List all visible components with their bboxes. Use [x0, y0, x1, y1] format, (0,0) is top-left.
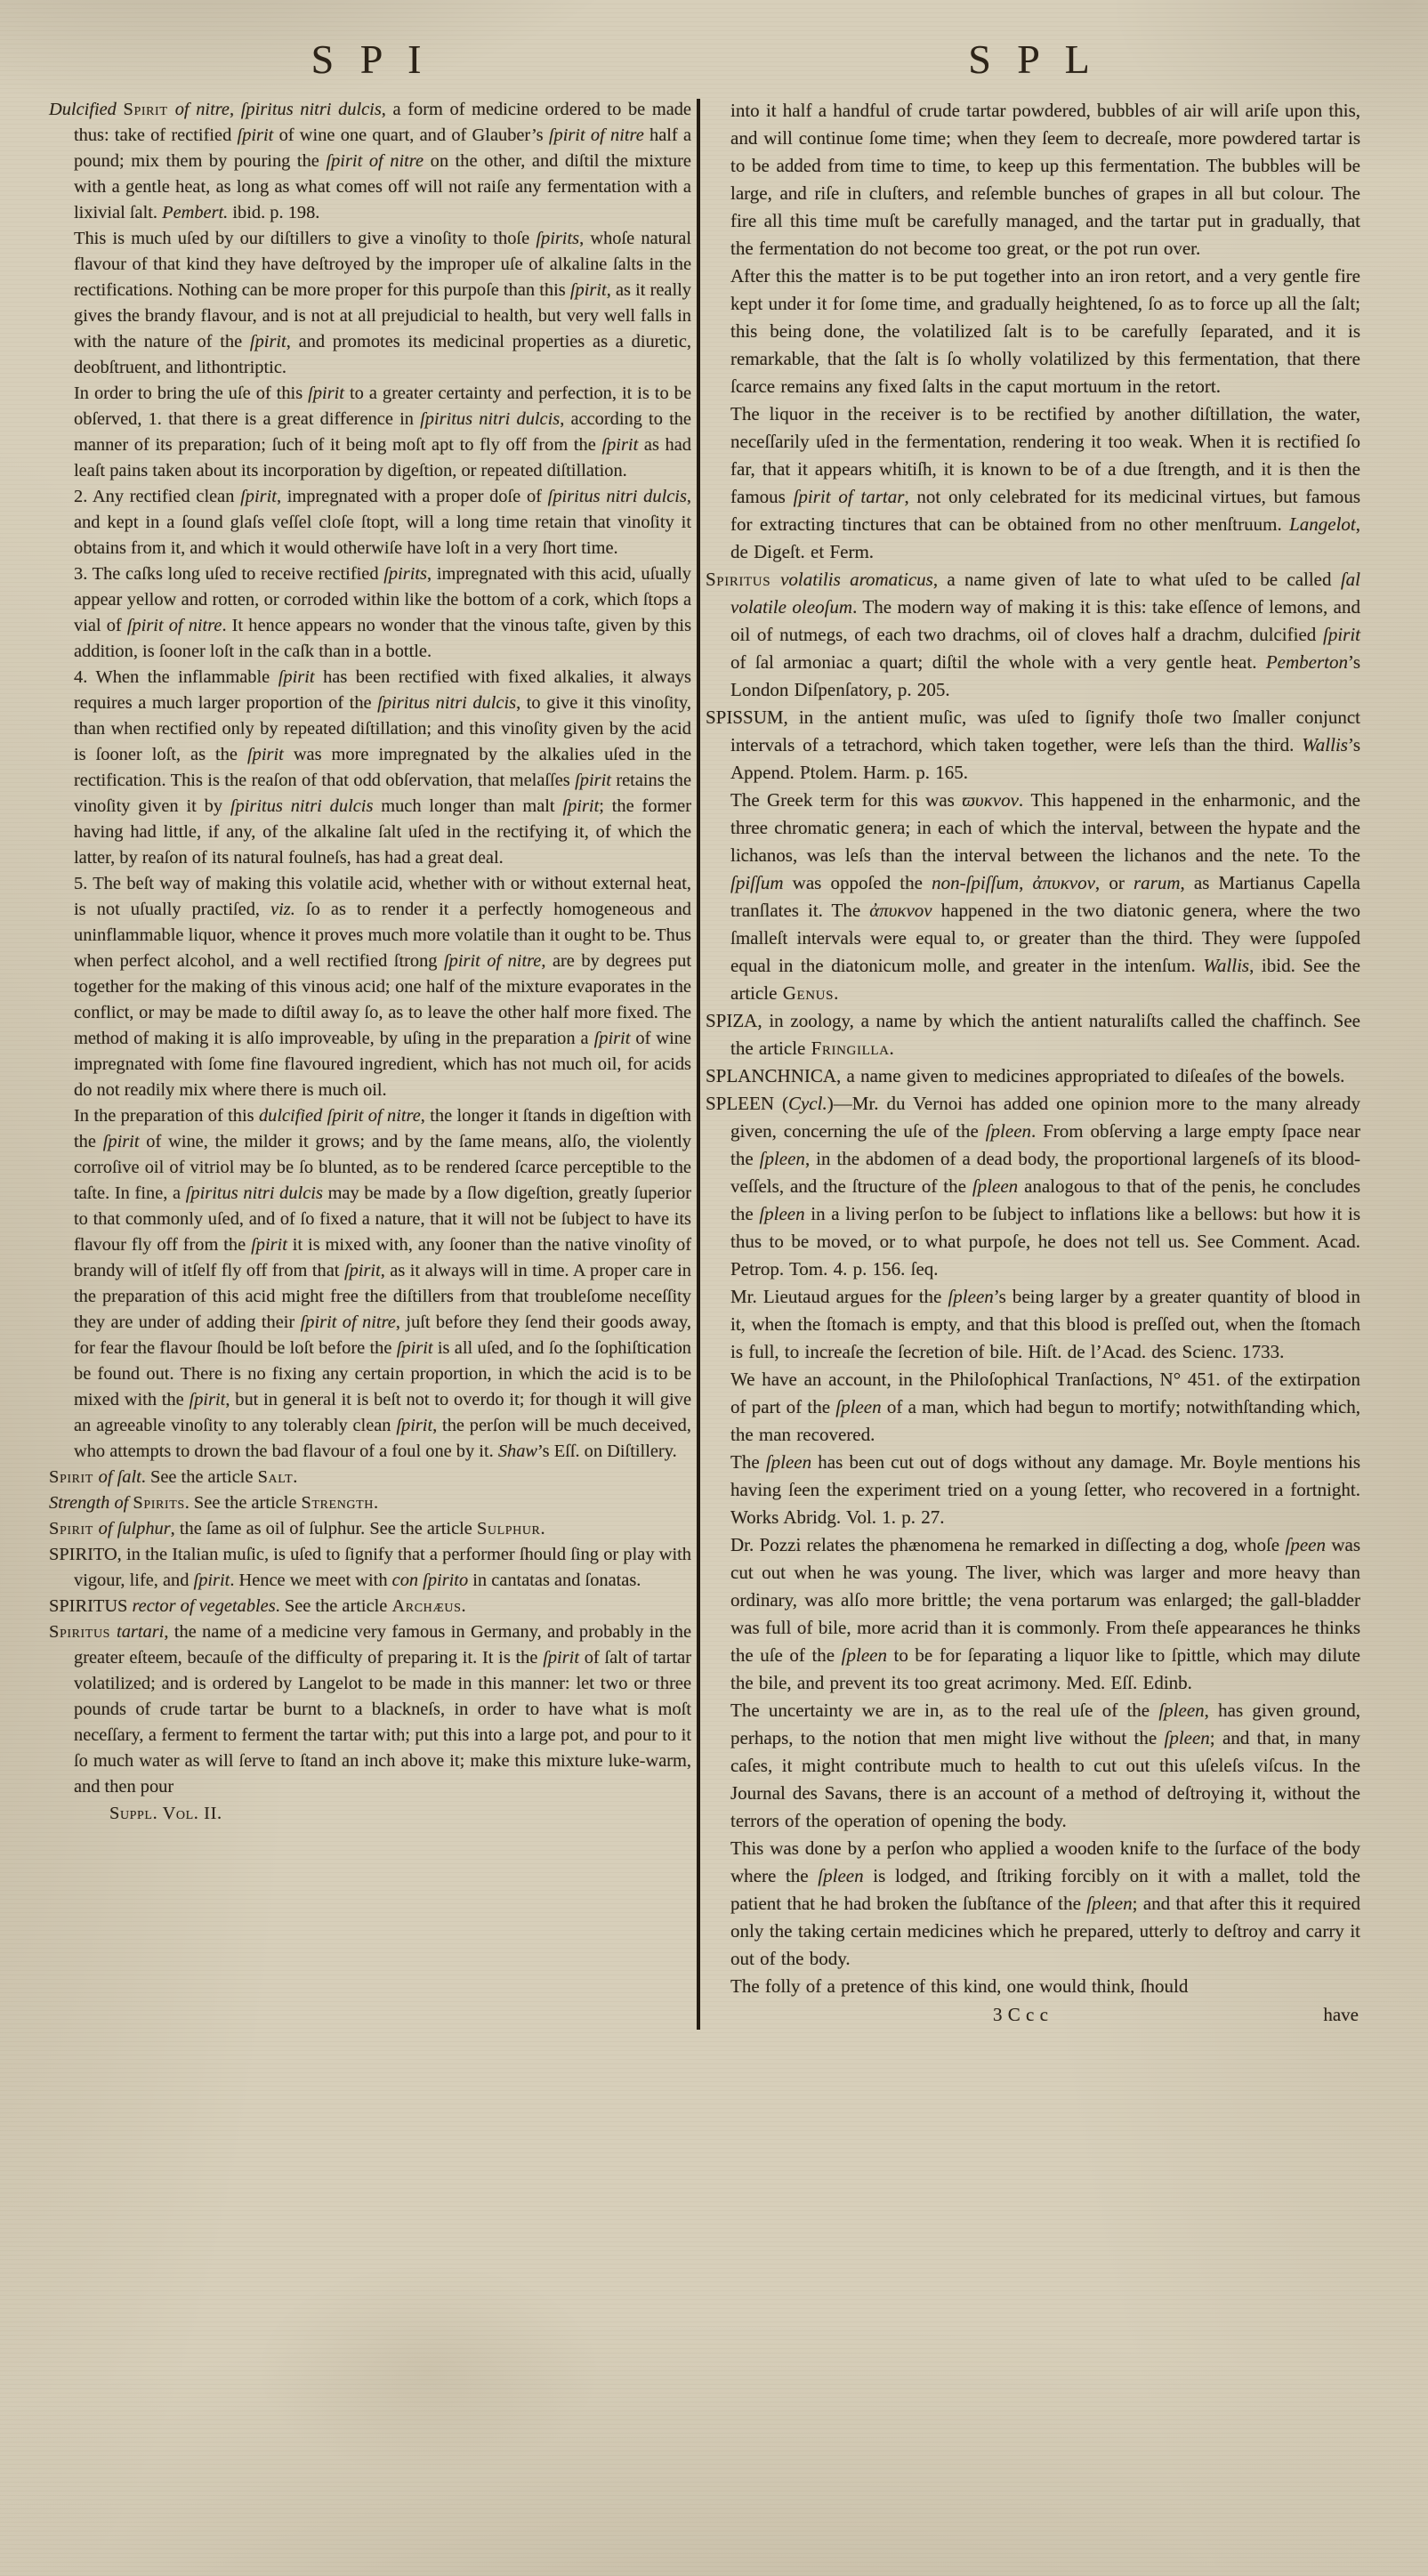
body-paragraph: This is much uſed by our diſtillers to give a vinoſity to thoſe ſpirits, whoſe natural flavour of that kind they have deſtroyed by the improper uſe of alkaline ſalts in the rectifications. Nothing can be more proper for this purpoſe than this ſpirit, as it really gives the brandy flavour, and is not at all prejudicial to health, but very well falls in with the nature of the ſpirit, and promotes its medicinal properties as a diuretic, deobſtruent, and lithontriptic. — [74, 229, 691, 377]
entry-paragraph: SPLEEN (Cycl.)—Mr. du Vernoi has added one opinion more to the many already given, concerning the uſe of the ſpleen. From obſerving a large empty ſpace near the ſpleen, in the abdomen of a dead body, the proportional largeneſs of its blood-veſſels, and the ſtructure of the ſpleen analogous to that of the penis, he concludes the ſpleen in a living perſon to be ſubject to inflations like a bellows: but how it is thus to be moved, or to what purpoſe, he does not tell us. See Comment. Acad. Petrop. Tom. 4. p. 156. ſeq. — [706, 1093, 1361, 1280]
entry-paragraph: SPLANCHNICA, a name given to medicines appropriated to diſeaſes of the bowels. — [706, 1065, 1345, 1086]
body-paragraph: In order to bring the uſe of this ſpirit to a greater certainty and perfection, it is to be obſerved, 1. that there is a great difference in ſpiritus nitri dulcis, according to the manner of its preparation; ſuch of it being moſt apt to fly off from the ſpirit as had leaſt pains taken about its incorporation by digeſtion, or repeated diſtillation. — [74, 384, 692, 480]
entry-paragraph: Dulcified Spirit of nitre, ſpiritus nitri dulcis, a form of medicine ordered to be made thus: take of rectified ſpirit of wine one quart, and of Glauber’s ſpirit of nitre half a pound; mix them by pouring the ſpirit of nitre on the other, and diſtil the mixture with a gentle heat, as long as what comes off will not raiſe any fermentation with a lixivial ſalt. Pembert. ibid. p. 198. — [49, 100, 691, 222]
body-paragraph: into it half a handful of crude tartar powdered, bubbles of air will ariſe upon this, and will continue ſome time; when they ſeem to decreaſe, more powdered tartar is to be added from time to time, to keep up this fermentation. The bubbles will be large, and riſe in cluſters, and reſemble bunches of grapes in all but colour. The fire all this time muſt be carefully managed, and the tartar put in gradually, that the fermentation do not become too great, or the pot run over. — [730, 100, 1360, 259]
right-column-text — [706, 97, 1360, 2000]
body-paragraph: 2. Any rectified clean ſpirit, impregnated with a proper doſe of ſpiritus nitri dulcis, and kept in a ſound glaſs veſſel cloſe ſtopt, will a long time retain that vinoſity it obtains from it, and which it would otherwiſe have loſt in a very ſhort time. — [74, 487, 691, 558]
body-paragraph: 5. The beſt way of making this volatile acid, whether with or without external heat, is not uſually practiſed, viz. ſo as to render it a perfectly homogeneous and uninflammable liquor, whence it proves much more volatile than it ought to be. Thus when perfect alcohol, and a well rectified ſtrong ſpirit of nitre, are by degrees put together for the making of this vinous acid; one half of the mixture evaporates in the conflict, or may be made to diſtil away ſo, as to leave the other half more fixed. The method of making it is alſo improveable, by uſing in the preparation a ſpirit of wine impregnated with ſome fine flavoured ingredient, which has not much oil, for acids do not readily mix where there is much oil. — [74, 874, 691, 1100]
text-columns — [0, 97, 1428, 2030]
body-paragraph: The folly of a pretence of this kind, one would think, ſhould — [730, 1975, 1189, 1997]
body-paragraph: This was done by a perſon who applied a wooden knife to the ſurface of the body where the ſpleen is lodged, and ſtriking forcibly on it with a mallet, told the patient that he had broken the ſubſtance of the ſpleen; and that after this it required only the taking certain medicines which he prepared, utterly to deſtroy and carry it out of the body. — [730, 1837, 1360, 1969]
body-paragraph: 3. The caſks long uſed to receive rectified ſpirits, impregnated with this acid, uſually appear yellow and rotten, or corroded within like the bottom of a cork, which ſtops a vial of ſpirit of nitre. It hence appears no wonder that the vinous taſte, given by this addition, is ſooner loſt in the caſk than in a bottle. — [74, 564, 692, 661]
right-column — [706, 97, 1360, 2030]
gathering-signature: 3 C c c — [993, 2004, 1048, 2025]
body-paragraph: Mr. Lieutaud argues for the ſpleen’s being larger by a greater quantity of blood in it, when the ſtomach is empty, and that this blood is preſſed out, when the ſtomach is full, to increaſe the ſecretion of bile. Hiſt. de l’Acad. des Scienc. 1733. — [730, 1286, 1361, 1362]
running-head-left: S P I — [311, 36, 430, 82]
body-paragraph: The liquor in the receiver is to be rectified by another diſtillation, the water, neceſſarily uſed in the fermentation, rendering it too weak. When it is rectified ſo far, that it appears whitiſh, it is known to be of a due ſtrength, and it is then the famous ſpirit of tartar, not only celebrated for its medicinal virtues, but famous for extracting tinctures that can be obtained from no other menſtruum. Langelot, de Digeſt. et Ferm. — [730, 403, 1361, 562]
left-column-text — [49, 97, 691, 1800]
body-paragraph: 4. When the inflammable ſpirit has been rectified with fixed alkalies, it always requires a much larger proportion of the ſpiritus nitri dulcis, to give it this vinoſity, than when rectified only by repeated diſtillation; and this vinoſity given by the acid is ſooner loſt, as the ſpirit was more impregnated by the alkalies uſed in the rectification. This is the reaſon of that odd obſervation, that melaſſes ſpirit retains the vinoſity given it by ſpiritus nitri dulcis much longer than malt ſpirit; the former having had little, if any, of the alkaline ſalt uſed in the rectifying it, of which the latter, by reaſon of its natural foulneſs, has had a great deal. — [74, 667, 692, 868]
entry-paragraph: SPIRITO, in the Italian muſic, is uſed to ſignify that a performer ſhould ſing or play with vigour, life, and ſpirit. Hence we meet with con ſpirito in cantatas and ſonatas. — [49, 1545, 691, 1590]
body-paragraph: The ſpleen has been cut out of dogs without any damage. Mr. Boyle mentions his having ſeen the experiment tried on a young ſetter, who recovered in a fortnight. Works Abridg. Vol. 1. p. 27. — [730, 1451, 1360, 1528]
body-paragraph: The uncertainty we are in, as to the real uſe of the ſpleen, has given ground, perhaps, to the notion that men might live without the ſpleen; and that, in many caſes, it might contribute much to health to cut out this uſeleſs viſcus. In the Journal des Savans, there is an account of a method of deſtroying it, without the terrors of the operation of opening the body. — [730, 1700, 1360, 1831]
entry-paragraph: SPIZA, in zoology, a name by which the antient naturaliſts called the chaffinch. See the article Fringilla. — [706, 1010, 1360, 1059]
body-paragraph: We have an account, in the Philoſophical Tranſactions, N° 451. of the extirpation of part of the ſpleen of a man, which had begun to mortify; notwithſtanding which, the man recovered. — [730, 1369, 1361, 1445]
body-paragraph: Dr. Pozzi relates the phænomena he remarked in diſſecting a dog, whoſe ſpeen was cut out when he was young. The liver, which was larger and more heavy than ordinary, was alſo more brittle; the vena portarum was enlarged; the gall-bladder was full of bile, more acrid than it is commonly. From theſe appearances he thinks the uſe of the ſpleen to be for ſeparating a liquor like to ſpittle, which may dilute the bile, and prevent its too great acrimony. Med. Eſſ. Edinb. — [730, 1534, 1361, 1693]
entry-paragraph: Strength of Spirits. See the article Strength. — [49, 1493, 379, 1513]
entry-paragraph: SPISSUM, in the antient muſic, was uſed to ſignify thoſe two ſmaller conjunct intervals of a tetrachord, which taken together, were leſs than the third. Wallis’s Append. Ptolem. Harm. p. 165. — [706, 707, 1360, 783]
entry-paragraph: SPIRITUS rector of vegetables. See the article Archæus. — [49, 1596, 466, 1616]
running-head-gap — [691, 36, 706, 83]
column-divider-rule — [697, 99, 700, 2030]
running-heads — [0, 0, 1428, 97]
signature-line — [706, 2000, 1360, 2030]
volume-signature: Suppl. Vol. II. — [109, 1804, 222, 1823]
catchword: have — [1323, 2004, 1359, 2025]
entry-paragraph: Spirit of ſulphur, the ſame as oil of ſulphur. See the article Sulphur. — [49, 1519, 545, 1538]
left-column — [49, 97, 691, 2030]
entry-paragraph: Spiritus volatilis aromaticus, a name given of late to what uſed to be called ſal volatile oleoſum. The modern way of making it is this: take eſſence of lemons, and oil of nutmegs, of each two drachms, oil of cloves half a drachm, dulcified ſpirit of ſal armoniac a quart; diſtil the whole with a very gentle heat. Pemberton’s London Diſpenſatory, p. 205. — [706, 569, 1360, 700]
body-paragraph: In the preparation of this dulcified ſpirit of nitre, the longer it ſtands in digeſtion with the ſpirit of wine, the milder it grows; and by the ſame means, alſo, the violently corroſive oil of vitriol may be ſo blunted, as to be rendered ſcarce perceptible to the taſte. In fine, a ſpiritus nitri dulcis may be made by a ſlow digeſtion, greatly ſuperior to that commonly uſed, and of ſo fixed a nature, that it will not be ſubject to have its flavour fly off from the ſpirit it is mixed with, any ſooner than the native vinoſity of brandy will of itſelf fly off from that ſpirit, as it always will in time. A proper care in the preparation of this acid might free the diſtillers from that troubleſome neceſſity they are under of adding their ſpirit of nitre, juſt before they ſend their goods away, for fear the flavour ſhould be loſt before the ſpirit is all uſed, and ſo the ſophiſtication be found out. There is no fixing any certain proportion, in which the acid is to be mixed with the ſpirit, but in general it is beſt not to overdo it; for though it will give an agreeable vinoſity to any tolerably clean ſpirit, the perſon will be much deceived, who attempts to drown the bad flavour of a foul one by it. Shaw’s Eſſ. on Diſtillery. — [74, 1106, 692, 1461]
body-paragraph: The Greek term for this was ϖυκνον. This happened in the enharmonic, and the three chromatic genera; in each of which the interval, between the hypate and the lichanos, was leſs than the interval between the lichanos and the nete. To the ſpiſſum was oppoſed the non-ſpiſſum, ἀπυκνον, or rarum, as Martianus Capella tranſlates it. The ἀπυκνον happened in the two diatonic genera, where the two ſmalleſt intervals were equal to, or greater than the third. They were ſuppoſed equal in the diatonicum molle, and greater in the intenſum. Wallis, ibid. See the article Genus. — [730, 789, 1361, 1004]
body-paragraph: After this the matter is to be put together into an iron retort, and a very gentle fire kept under it for ſome time, and gradually heightened, ſo as to force up all the ſalt; this being done, the volatilized ſalt is to be carefully ſeparated, and it is remarkable, that the ſalt is ſo wholly volatilized by this fermentation, that there ſcarce remains any fixed ſalts in the caput mortuum in the retort. — [730, 265, 1360, 397]
running-head-right: S P L — [968, 36, 1098, 82]
entry-paragraph: Spiritus tartari, the name of a medicine very famous in Germany, and probably in the greater eſteem, becauſe of the difficulty of preparing it. It is the ſpirit of ſalt of tartar volatilized; and is ordered by Langelot to be made in this manner: let two or three pounds of crude tartar be burnt to a blackneſs, in order to have what is moſt neceſſary, a ferment to ferment the tartar with; put this into a large pot, and pour to it ſo much water as will ſerve to ſtand an inch above it; make this mixture luke-warm, and then pour — [49, 1622, 692, 1797]
entry-paragraph: Spirit of ſalt. See the article Salt. — [49, 1467, 298, 1487]
